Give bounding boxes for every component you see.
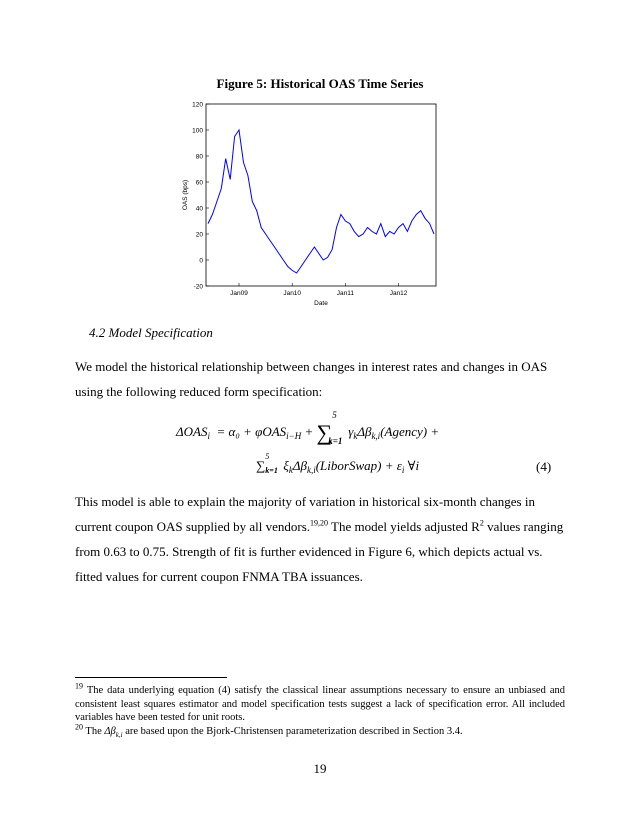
eq-beta: Δβ (357, 424, 372, 439)
y-tick-label: 0 (199, 257, 203, 265)
footnote-20-number: 20 (75, 722, 83, 732)
equation-number: (4) (536, 459, 552, 474)
x-axis-label: Date (314, 300, 328, 307)
eq-agency: (Agency) + (380, 424, 440, 439)
x-tick-label: Jan11 (336, 290, 354, 297)
eq-gamma-sub: k (353, 431, 358, 441)
y-tick-label: -20 (193, 283, 203, 291)
eq-rhs: = α₀ + φOAS (216, 424, 287, 439)
footnote-20-pre: The (83, 726, 105, 737)
eq-rhs-sub: i−H (286, 431, 302, 441)
sum2-bottom: k=1 (265, 466, 278, 475)
footnote-20 (75, 722, 565, 743)
footnote-20-sym-sub: k,i (115, 731, 123, 739)
paragraph-1: We model the historical relationship between changes in interest rates and changes in OAS using the following reduced form specification: (75, 359, 548, 399)
y-tick-label: 120 (192, 101, 203, 109)
x-tick-label: Jan09 (230, 290, 248, 297)
footnote-19-text: The data underlying equation (4) satisfy the classical linear assumptions necessary to ensure an unbiased and consistent least squares estimator and model specification tests suggest a lack of specification error. All included variables have been tested for unit roots. (75, 685, 565, 723)
footnote-20-text: are based upon the Bjork-Christensen parameterization described in Section 3.4. (122, 726, 463, 737)
paragraph-2 (75, 489, 565, 589)
eq-xi-sub: k (288, 465, 293, 475)
eq-lhs: ΔOAS (176, 424, 208, 439)
plot-area (206, 104, 436, 286)
y-tick-label: 100 (192, 127, 203, 135)
x-tick-label: Jan12 (389, 290, 408, 297)
eq-eps-sub: i (401, 465, 405, 475)
y-tick-label: 20 (195, 231, 203, 239)
eq-lhs-sub: i (207, 431, 210, 441)
figure-title: Figure 5: Historical OAS Time Series (216, 76, 424, 91)
section-heading: 4.2 Model Specification (89, 325, 213, 340)
paragraph-2-part2: The model yields adjusted R (328, 519, 480, 534)
equation-line-1: $\Delta OAS_i = \alpha_0 + \varphi OAS_{i-H}$ + ∑ 5 k=1 $\gamma_k\Delta\beta_{k,i}(Agency)$ + (176, 410, 440, 446)
sum2-top: 5 (265, 452, 270, 461)
eq-beta-sub: k,i (371, 431, 381, 441)
footnote-20-sym: Δβ (104, 726, 116, 737)
eq-sum2: ∑ (256, 458, 266, 473)
sum-bottom: k=1 (328, 436, 343, 446)
eq-beta2: Δβ (292, 458, 307, 473)
y-tick-label: 60 (195, 179, 203, 187)
footnote-refs: 19,20 (310, 518, 329, 528)
footnote-19 (75, 681, 565, 725)
eq-beta2-sub: k,i (306, 465, 316, 475)
equation-line-2 (256, 452, 420, 475)
x-tick-label: Jan10 (283, 290, 302, 297)
eq-forall: ∀i (404, 458, 420, 473)
page-number: 19 (313, 761, 327, 776)
y-tick-label: 80 (195, 153, 203, 161)
footnote-rule (75, 677, 227, 678)
eq-gamma: γ (348, 424, 354, 439)
eq-libor: (LiborSwap) + ε (315, 458, 402, 473)
oas-time-series-chart (170, 98, 450, 312)
sum-top: 5 (332, 410, 337, 420)
y-tick-label: 40 (195, 205, 203, 213)
footnote-19-number: 19 (75, 681, 83, 691)
y-axis-label: OAS (bps) (182, 179, 189, 211)
eq-xi: ξ (283, 458, 289, 473)
r-squared-sup: 2 (479, 518, 484, 528)
paragraph-2-part1: This model is able to explain the majority of variation in historical six-month changes in current coupon OAS supplied by all vendors. (75, 494, 535, 534)
paragraph-2-part3: values ranging from 0.63 to 0.75. Strength of fit is further evidenced in Figure 6, which depicts actual vs. fitted values for current coupon FNMA TBA issuances. (75, 519, 564, 584)
